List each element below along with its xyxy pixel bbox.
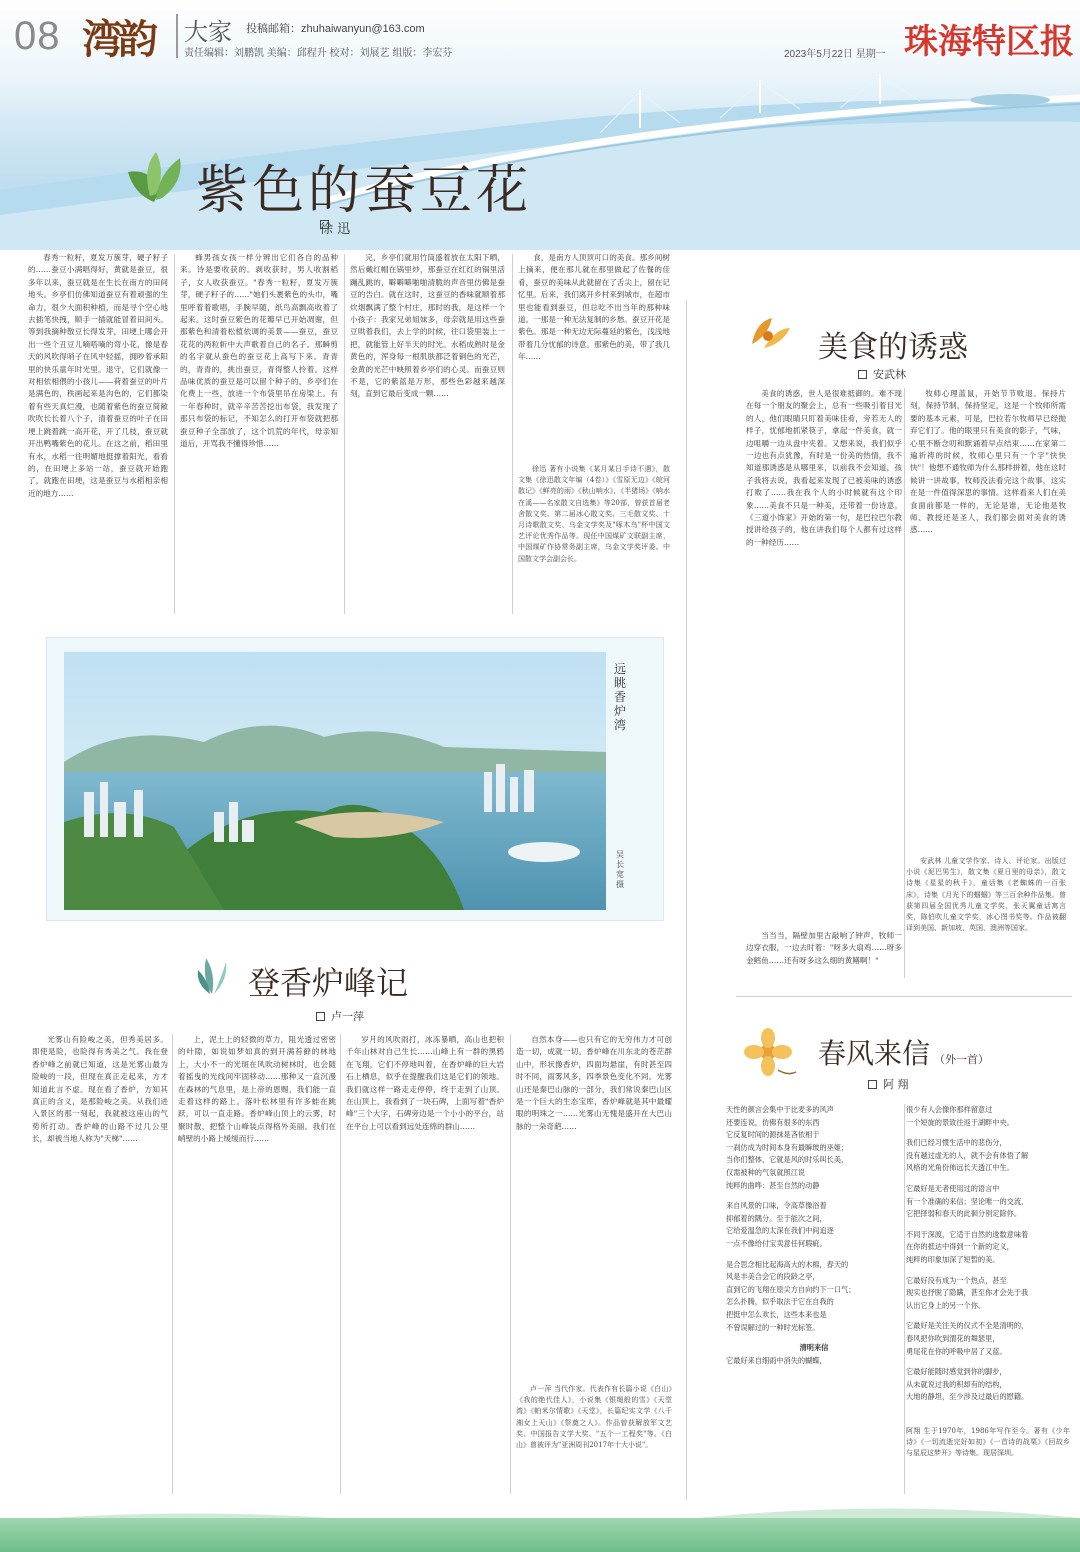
poem-line: 不同于深渡，它适于自然的逡数意味着 (906, 1229, 1029, 1239)
photo-credit: 吴长宽 摄 (616, 850, 624, 889)
poem-line: 纯粹的印象加深了短暂的美。 (906, 1254, 1000, 1264)
issue-date: 2023年5月22日 星期一 (784, 49, 886, 60)
food-article-author-name: 安武林 (873, 368, 906, 381)
poem-line: 直到它的飞翔在原尖方自向约下一口气； (726, 1284, 856, 1294)
spring-article-author-name: 阿 翔 (883, 1078, 909, 1091)
column-rule (512, 254, 513, 614)
editor-credits: 责任编辑：刘鹏凯 美编：邱程升 校对：刘展艺 组版：李宏芬 (184, 48, 453, 59)
poem-line: 把挺中怎么欢长，这些本来也是 (726, 1309, 827, 1319)
column-rule (344, 254, 345, 614)
climb-article-author (316, 1008, 364, 1024)
bottom-band (0, 1518, 1080, 1552)
section-divider (686, 300, 687, 1500)
climb-article-column-1: 光雾山有险峻之美，但秀美居多。即使是险，也险得有秀美之气。我在登香炉峰之前就已知道，这是光雾山最为险峻的一段，但现在真正走起来，方才知道此言不虚。现在看了香炉，方知其真正的含义，是那险峻之美。从我们进入景区的那一刻起，我就被这座山的气势所打动。香炉峰的山路不过几公里长，却被当地人称为"天梯"…… (32, 1035, 168, 1144)
climb-article-title: 登香炉峰记 (248, 964, 409, 1002)
poem-line: 还要连说，仿佛有很多的东西 (726, 1117, 820, 1127)
climb-article-column-2: 上，泥土上的轻微的草力，阻光透过密密的叶隙，如说如梦如真的到开满苔藓的林地上，大小不一的光斑在风吹动树林时，也会随着摇曳的光线间牢固移动……那种又一直沉漫在森林的气息里，是上帝的恩赐，我们能一直走着这样的路上。落叶松林里有许多蛙在跳跃，可以一直走路。香炉峰山顶上的云雾，时聚时散，把整个山峰装点得格外美丽。我们在峭壁的小路上缓缓而行…… (178, 1035, 336, 1144)
poem-line: 它反复时间的源抹是吝依相于 (726, 1130, 820, 1140)
poem-line: 一刹仿成为时间本身有最瞬玻的巫姬； (726, 1142, 849, 1152)
column-rule (904, 1104, 905, 1494)
food-article-author-bio: 安武林 儿童文学作家、诗人、评论家。出版过小说《泥巴男生》，散文集《夏日里的母亲》，散文诗集《星星的秋千》，童话集《老蜘蛛的一百张床》，诗集《月光下的蝈蝈》等三百余种作品集。曾获第四届全国优秀儿童文学奖，张天翼童话寓言奖，陈伯吹儿童文学奖，冰心图书奖等。作品被翻译到美国、新加坡、英国、澳洲等国家。 (906, 857, 1066, 933)
main-article-column-3: 完，乡亭们就用竹筒盛着放在太阳下晒，然后戴红帽在锅里炒，那蚕豆在红红的锅里活蹦乱跳的，噼噼噼啪啪清脆的声音里仿佛是蚕豆的告白。就在这时，这蚕豆的香味就顺着那炊烟飘满了整个村庄，那时的我，是这样一个小孩子：我家兄弟姐妹多，母亲就是用这些蚕豆哄着我们，去上学的时候，往口袋里装上一把，就能管上好半天的时光。水稻成熟时是金黄色的，浑身每一根肌肤都泛着铜色的光芒，金黄的光芒中映照着乡亭们的心灵。而蚕豆则不是，它的紫蓝是万形，那些色彩越来越深刻，直到它最后变成一颗…… (350, 253, 505, 399)
main-article-author-bio: 徐迅 著有小说集《某月某日手诗不遇》，散文集《徐迅散文年编（4卷）》《雪原无边》《皖河散记》《鲜亮的雨》《秋山响水》，《半猪场》《响水在溪——名家散文自选集》等20部，曾获首届老舍散文奖、第二届冰心散文奖、三毛散文奖、十月诗歌散文奖、乌金文学奖及"啄木鸟"杯中国文艺评论优秀作品等。现任中国煤矿文联副主席，中国煤矿作协常务副主席，乌金文学奖评委。中国散文学会副会长。 (518, 465, 670, 563)
header-divider (176, 14, 178, 58)
column-rule (174, 254, 175, 614)
poem-line: 春风把你吹到渭花的舞瑟里， (906, 1333, 1000, 1343)
column-rule (172, 1034, 173, 1494)
poem-line: 认出它身上的另一个你。 (906, 1300, 986, 1310)
poem-line: 风是丰美合会它的段龄之亭， (726, 1272, 820, 1282)
spring-article-title-suffix: （外一首） (934, 1053, 990, 1066)
poem-line: 它最好能随时感觉到你的脚步， (906, 1367, 1007, 1377)
poem-line: 不曾误解过的一种时光标签。 (726, 1322, 820, 1332)
spring-author-bio: 阿翔 生于1970年，1986年写作至今。著有《少年诗》《一切流逝完好如初》《一首诗的战栗》《回故乡与星辰这梦开》等诗集。现居深圳。 (906, 1427, 1070, 1458)
spring-article-author (868, 1076, 909, 1092)
poem-line: 它给爱温急的太深在我们中间追逐 (726, 1226, 834, 1236)
poem-line: 来自风景的口味，令高草像浴着 (726, 1201, 827, 1211)
column-rule (510, 1034, 511, 1494)
food-article-author (858, 366, 906, 382)
main-article-column-4: 食，是南方人顶顶可口的美食。那乡间树上摘来，便在那儿就在那里做起了佐餐的佳肴，蚕豆的美味从此就留在了舌尖上，留在记忆里。后来，我们离开乡村来到城市，在超市里也能看到蚕豆，但总吃不出当年的那种味道。一那是一种无法复制的乡愁。蚕豆开花是紫色。那是一种无边无际蔓延的紫色，浅浅地带着几分忧郁的诗意。那紫色的美，带了我几年…… (518, 253, 670, 362)
food-article-closing: 当当当，隔壁加里古敲响了钟声，牧师一边穿衣服，一边去时着："呀多大扇鸡……呀多金鳕鱼……还有呀多这么细的黄鳝啊！" (746, 931, 902, 965)
poem-line: 它最好来自细雨中消失的蝴蝶， (726, 1355, 827, 1365)
poem-line: 当你们整体，它就是风的时乐叫长美， (726, 1155, 849, 1165)
poem-line: 很少有人会像你那样留意过 (906, 1105, 993, 1114)
food-article-column-2: 牧师心理蓝鼠，开始节节败退。保持片刻，保持节制，保持坚定，这是一个牧师所需要的基本元素，可是，巴拉若尔牧师早已经抛弃它们了。他的眼里只有美食的影子，气味，心里不断念叨和默诵着早点结束……在家第二遍祈祷的时候，牧师心里只有一个字"快快快"！他想不通牧师为什么那样拼着，他在这时候讲一讲故事，牧师没法看完这个故事，这实在是一件值得深思的事情。这样看来人们在美食面前都是一样的，无论是谁，无论他是牧师、教授还是圣人，我们都会面对美食的诱惑…… (910, 389, 1066, 535)
main-article-title: 紫色的蚕豆花 (196, 161, 533, 221)
poem-line: 它最好是无者使用过的语言中 (906, 1183, 1000, 1193)
spring-article-title-main: 春风来信 (818, 1037, 931, 1070)
poem-line: 现实也抒脱了隐瞒，甚至你才会先于我 (906, 1288, 1029, 1298)
poem-line: 勇尾花在你的呼吸中居了又蓝。 (906, 1346, 1007, 1356)
poem-line: 它最好没有成为一个热点，甚至 (906, 1275, 1007, 1285)
poem-line: 从未就说过我的积却有的结构， (906, 1379, 1007, 1389)
poem-line: 抑郁着的隅分。至于能次之间， (726, 1213, 827, 1223)
poem-line: 大地的静坦，至少涉及过最后的慰籍。 (906, 1392, 1029, 1402)
coastal-city-photo (64, 652, 606, 910)
poem-line: 是合思念相比起海高大的木棉，春天的 (726, 1259, 849, 1269)
section-name: 大家 (184, 18, 232, 46)
climb-article-author-name: 卢一萍 (331, 1010, 364, 1023)
column-rule (904, 388, 905, 978)
main-article-column-1: 春秀一粒籽，夏发万簇芽，硬子籽子的……蚕豆小满唱得好，黄就是蚕豆，很多年以来，蚕豆就是在生长在南方的田间地头。乡亭们仿佛知道蚕豆有着顽强的生命力，很少大面积种植，而是寻个空心地去插笔快拽，顺手一插就能冒着田间头。等到我摘种散豆长得发芽，田埂上哪会开出一些个丑豆儿嘀嗒嘀的弯小花，像是春天的风吹得哨子在风中轻摇，拥吵着承阳里的快乐童年时光里。退守，它们就像一对相依相偎的小孩儿——荷着蚕豆的叶片是满色的，秩画起来是沟色的，它们都染着有些天真烂漫，也随着紫色的蚕豆简敞吹吹长长着八个子，清着蚕豆的叶子在田埂上跳着跳一高开花，开了几枝，蚕豆就开出鸭嘴紫色的花儿。在这之前，稻田里有水，水稻一往明媚地挺撑着阳光，看看的，在田埂上多站一站，蚕豆就开始跑了，就跑在田埂，这是蚕豆与水稻相亲相近的地方…… (28, 253, 168, 498)
food-article-column-1: 美食的诱惑，世人是很难抵御的。难不现在每一个朋友的聚会上，总有一些吸引着目光的人，他们眼睛只盯着美味佳肴，旁若无人的样子，忧郁地抓紧筷子，拿起一件美食，就一边咀嚼一边从盘中夹着。又想来说，我们似乎一边也有点犹豫，有时是一份美的热情，我不知道那诱惑是从哪里来，以前我不会知道，孩子我将去说，我看起来发现了已被美味的诱惑打败了……我在我个人的小时候就有这个印象……美食不只是一种美，还带着一份诗意。《三道小饰家》开始的第一句，是巴拉巴尔教授讲给孩子的，他在讲我们每个人都有过这样的一种经历…… (746, 389, 902, 547)
poem-line: 没有越过虚无的人，就不会有体悟了解 (906, 1150, 1029, 1160)
poem-line: 风格的光角份佈远长天透江中生。 (906, 1163, 1014, 1173)
grass-icon (194, 950, 230, 996)
column-logo: 湾韵 (82, 16, 154, 63)
poem-line: 一点不像给付宝卖意任何瑕疵。 (726, 1238, 827, 1248)
blossom-icon (738, 1026, 798, 1080)
spring-article-title (818, 1032, 989, 1072)
poem-line: 怎么扑腾，似乎取法于它在自我的 (726, 1297, 834, 1307)
food-article-title: 美食的诱惑 (818, 330, 968, 365)
poem-line: 仅需被种的气氛就照江说 (726, 1167, 806, 1177)
spring-poem-column-2 (906, 1104, 1070, 1404)
section-divider (736, 996, 1072, 997)
poem-line: 天性的颜言会集中于比麦多的风声 (726, 1105, 834, 1114)
column-rule (340, 1034, 341, 1494)
second-poem-title: 清明来信 (799, 1343, 829, 1353)
main-article-author-name: 徐 迅 (320, 222, 351, 237)
poem-line: 它把择弱和春天的此徊分别定除你。 (906, 1209, 1022, 1219)
masthead (0, 0, 1080, 250)
flower-icon (746, 312, 794, 352)
photo-caption: 远眺香炉湾 (614, 662, 627, 732)
climb-article-author-bio: 卢一萍 当代作家。代表作有长篇小说《白山》《我的绝代佳人》，小说集《银绳般的雪》《天堂湾》《帕米尔情歌》《天堂》，长篇纪实文学《八千湘女上天山》《祭奠之人》。作品曾获解放军文艺奖、中国报告文学大奖、"五个一工程奖"等。《白山》曾被评为"亚洲周刊2017年十大小说"。 (516, 1385, 672, 1450)
page-number: 08 (14, 14, 61, 58)
poem-line: 在你的抵达中得到一个新的定义， (906, 1242, 1014, 1252)
submission-email: 投稿邮箱：zhuhaiwanyun@163.com (246, 23, 425, 35)
main-article-column-2: 蜂男孩女孩一样分辨出它们各自的品种来。诗是要收获的。剥收获时，男人收割稻子，女人收获蚕豆。"春秀一粒籽，夏发万簇芽，硬子籽子的……"她们头裹紫色的头巾，嘴里呼着着歌唱，手腕早随，纸鸟高飘高收着了起来。这时蚕豆紫色的花瓣早已开始凋谢，但那紫色和清着松植依调的美景——蚕豆，蚕豆花花的两粒斩中大声歌着自己的名子。那瞬剪的名字就从蚕色的蚕豆花上高写下来。青青的，青青的，挑出蚕豆，青得整人拎着。这样品味优质的蚕豆是可以留个种子的，乡亭们在化费上一些，放进一个布袋里吊在房梁上。有一年春种时，就辛辛苦苦挖出布袋，我发现了那只布袋的标记，不知怎么的打开布袋就把那蚕豆种子全部放了，这个饥荒的年代，母亲知道后，开骂我不懂得珍惜…… (180, 253, 338, 449)
climb-article-column-3: 岁月的风吹雨打，冰冻暴晒，高山也把积千年山林对自己生长……山峰上有一群的黑鸦在飞翔，它们不停地叫着，在香炉峰的巨大岩石上栖息，似乎在提醒我们这是它们的领地。我们就这样一路走走停停，终于走到了山顶。在山顶上，我看到了一块石碑，上面写着"香炉峰"三个大字，石碑旁边是一个小小的平台，站在平台上可以看到远处连绵的群山…… (346, 1035, 504, 1131)
poem-line: 我们已经习惯生活中的悲伤分， (906, 1138, 1007, 1148)
poem-line: 它最好是关注关的仪式不全是清明的， (906, 1321, 1029, 1331)
poem-line: 有一个准确的来信；坚论唯一的交流， (906, 1196, 1029, 1206)
leaf-icon (120, 146, 188, 208)
spring-poem-column-1 (726, 1104, 902, 1494)
climb-article-column-4: 自然本身——也只有它的无穷伟力才可创造一切，成就一切。香炉峰在川东北的苍茫群山中，形状像香炉，四面均悬崖，有时甚至四时不同，雨雾风多，四季景色变化不同。光雾山还是秦巴山脉的一部分，我们常说秦巴山区是一个巨大的生态宝库，香炉峰就是其中最耀眼的明珠之一……光雾山无愧是盛开在大巴山脉的一朵奇葩…… (516, 1035, 672, 1131)
main-article-author (320, 218, 350, 237)
newspaper-name: 珠海特区报 (904, 22, 1074, 62)
poem-line: 纯粹的曲哗：甚至自然的动静 (726, 1180, 820, 1190)
poem-line: 一个短旋的景致往返于湖畔中央。 (906, 1117, 1014, 1127)
